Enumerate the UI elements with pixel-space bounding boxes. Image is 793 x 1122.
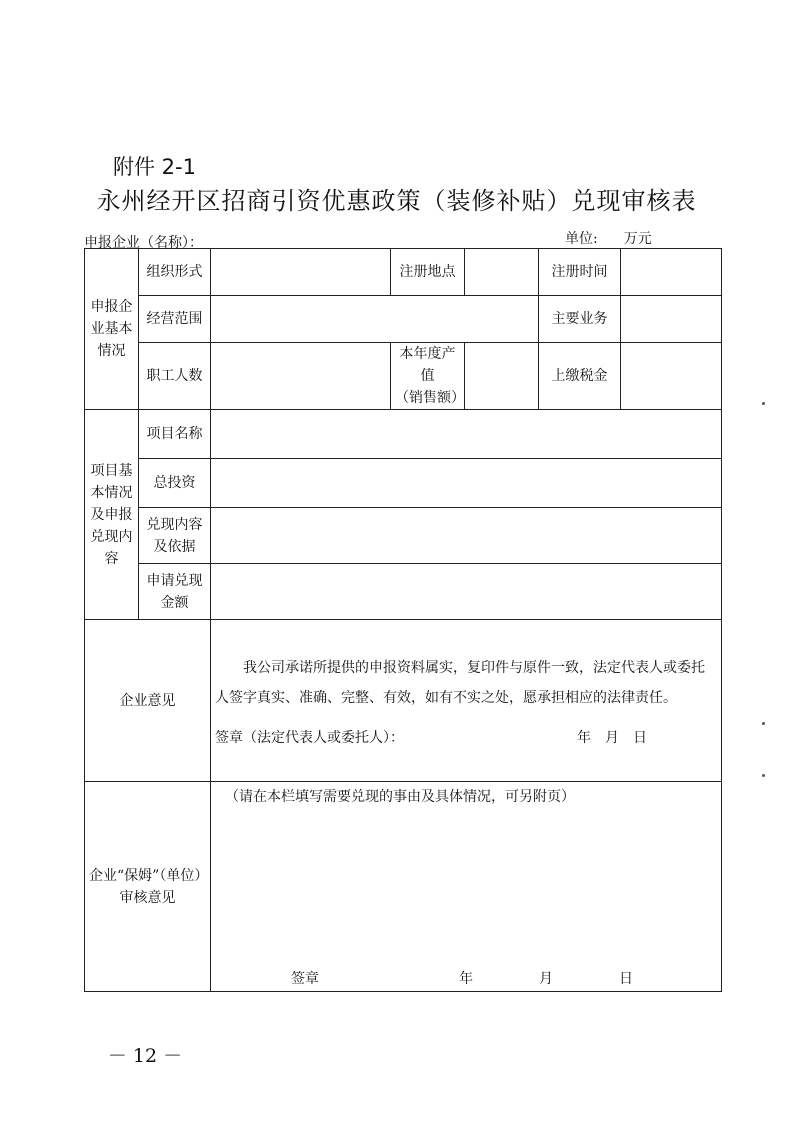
staff-label: 职工人数 bbox=[139, 343, 211, 410]
amount-label-line2: 金额 bbox=[160, 594, 189, 611]
project-name-field[interactable] bbox=[211, 410, 722, 459]
review-hint: （请在本栏填写需要兑现的事由及具体情况，可另附页） bbox=[225, 789, 575, 805]
unit-label-text: 单位: bbox=[565, 231, 598, 247]
applicant-label: 申报企业（名称）： bbox=[84, 235, 203, 251]
content-label bbox=[139, 508, 211, 564]
pledge-text: 我公司承诺所提供的申报资料属实，复印件与原件一致，法定代表人或委托人签字真实、准确、完整、有效，如有不实之处，愿承担相应的法律责任。 bbox=[215, 659, 705, 706]
investment-field[interactable] bbox=[211, 459, 722, 508]
unit-label bbox=[565, 228, 652, 248]
section-basic-info: 申报企业基本情况 bbox=[85, 249, 139, 410]
reg-time-field[interactable] bbox=[621, 249, 722, 296]
page-number: － 12 － bbox=[107, 1045, 183, 1067]
investment-label: 总投资 bbox=[139, 459, 211, 508]
main-business-label: 主要业务 bbox=[539, 296, 621, 343]
form-title: 永州经开区招商引资优惠政策（装修补贴）兑现审核表 bbox=[96, 187, 697, 215]
review-seal-label: 签章 bbox=[291, 971, 319, 987]
tax-label: 上缴税金 bbox=[539, 343, 621, 410]
scan-speck bbox=[762, 774, 765, 777]
content-label-line1: 兑现内容 bbox=[146, 516, 203, 533]
amount-label bbox=[139, 564, 211, 620]
opinion-sign-row bbox=[215, 727, 717, 749]
review-content bbox=[215, 782, 717, 990]
scope-label: 经营范围 bbox=[139, 296, 211, 343]
attachment-label: 附件 2-1 bbox=[113, 155, 196, 179]
review-form-table bbox=[84, 248, 722, 992]
review-label-line2: 审核意见 bbox=[119, 889, 176, 906]
review-opinion-label bbox=[85, 782, 211, 992]
review-day: 日 bbox=[619, 971, 633, 987]
scope-field[interactable] bbox=[211, 296, 539, 343]
opinion-day: 日 bbox=[633, 729, 647, 746]
output-label bbox=[391, 343, 465, 410]
content-field[interactable] bbox=[211, 508, 722, 564]
tax-field[interactable] bbox=[621, 343, 722, 410]
scan-speck bbox=[762, 722, 765, 725]
output-label-line2: （销售额） bbox=[395, 390, 465, 406]
opinion-sign-label: 签章（法定代表人或委托人）： bbox=[215, 729, 404, 746]
review-label-line1: 企业“保姆”（单位） bbox=[89, 867, 209, 884]
opinion-month: 月 bbox=[605, 729, 619, 746]
amount-field[interactable] bbox=[211, 564, 722, 620]
output-label-line1: 本年度产值 bbox=[399, 346, 456, 384]
main-business-field[interactable] bbox=[621, 296, 722, 343]
unit-value: 万元 bbox=[623, 231, 652, 247]
reg-place-label: 注册地点 bbox=[391, 249, 465, 296]
output-field[interactable] bbox=[465, 343, 539, 410]
reg-time-label: 注册时间 bbox=[539, 249, 621, 296]
org-form-label: 组织形式 bbox=[139, 249, 211, 296]
company-opinion-label: 企业意见 bbox=[85, 620, 211, 782]
project-name-label: 项目名称 bbox=[139, 410, 211, 459]
review-month: 月 bbox=[539, 971, 553, 987]
reg-place-field[interactable] bbox=[465, 249, 539, 296]
company-opinion-field[interactable] bbox=[211, 620, 722, 782]
review-year: 年 bbox=[459, 971, 473, 987]
review-opinion-field[interactable] bbox=[211, 782, 722, 992]
scan-speck bbox=[762, 402, 765, 405]
opinion-year: 年 bbox=[577, 729, 591, 746]
staff-field[interactable] bbox=[211, 343, 391, 410]
section-project-info: 项目基本情况及申报兑现内容 bbox=[85, 410, 139, 620]
content-label-line2: 及依据 bbox=[153, 538, 196, 555]
amount-label-line1: 申请兑现 bbox=[146, 572, 203, 589]
org-form-field[interactable] bbox=[211, 249, 391, 296]
opinion-date bbox=[563, 727, 647, 749]
